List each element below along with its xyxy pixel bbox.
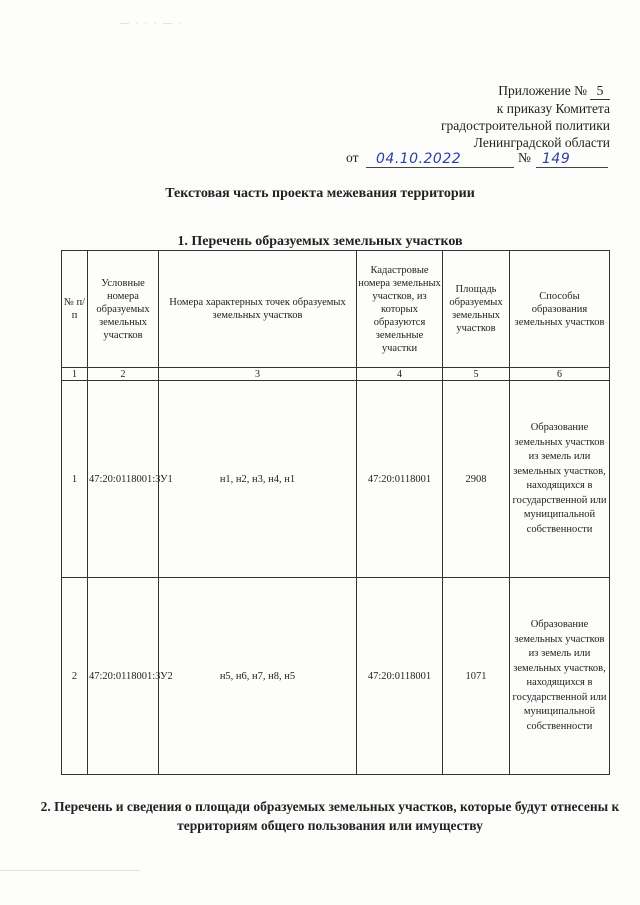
header-cell: № п/п	[62, 251, 88, 368]
header-cell: Площадь образуемых земельных участков	[443, 251, 510, 368]
page-marker: — · · · — ·	[120, 18, 184, 28]
order-line	[346, 148, 608, 168]
plot-method: Образование земельных участков из земель или земельных участков, находящихся в государственной или муниципальной собственности	[510, 381, 610, 578]
table-header-row	[62, 251, 610, 368]
appendix-prefix: Приложение №	[498, 83, 587, 98]
plot-code: 47:20:0118001:ЗУ2	[88, 578, 159, 775]
order-date-underline	[366, 167, 514, 168]
order-from-label: от	[346, 150, 359, 165]
table-row	[62, 578, 610, 775]
order-date: 04.10.2022	[376, 151, 462, 167]
column-number-cell: 3	[159, 368, 357, 381]
header-cell: Способы образования земельных участков	[510, 251, 610, 368]
appendix-line-4: Ленинградской области	[473, 135, 610, 150]
plot-code: 47:20:0118001:ЗУ1	[88, 381, 159, 578]
header-cell: Условные номера образуемых земельных участков	[88, 251, 159, 368]
order-number-label: №	[518, 150, 531, 165]
column-number-row	[62, 368, 610, 381]
divider	[0, 870, 140, 871]
section-1-title: 1. Перечень образуемых земельных участков	[177, 234, 463, 249]
plot-cadastral: 47:20:0118001	[357, 578, 443, 775]
appendix-number: 5	[590, 82, 610, 100]
plot-cadastral: 47:20:0118001	[357, 381, 443, 578]
column-number-cell: 4	[357, 368, 443, 381]
appendix-line-1	[441, 82, 610, 100]
plot-points: н1, н2, н3, н4, н1	[159, 381, 357, 578]
column-number-cell: 6	[510, 368, 610, 381]
order-number-underline	[536, 167, 608, 168]
plot-points: н5, н6, н7, н8, н5	[159, 578, 357, 775]
appendix-line-3: градостроительной политики	[440, 118, 610, 133]
row-number: 1	[62, 381, 88, 578]
header-cell: Номера характерных точек образуемых земельных участков	[159, 251, 357, 368]
plot-area: 1071	[443, 578, 510, 775]
appendix-block	[441, 82, 610, 151]
header-cell: Кадастровые номера земельных участков, из которых образуются земельные участки	[357, 251, 443, 368]
column-number-cell: 5	[443, 368, 510, 381]
plot-method: Образование земельных участков из земель или земельных участков, находящихся в государственной или муниципальной собственности	[510, 578, 610, 775]
column-number-cell: 2	[88, 368, 159, 381]
document-title: Текстовая часть проекта межевания территории	[165, 186, 475, 201]
order-number: 149	[542, 151, 571, 167]
plot-area: 2908	[443, 381, 510, 578]
land-plots-table	[61, 250, 610, 775]
appendix-line-2: к приказу Комитета	[496, 101, 610, 116]
row-number: 2	[62, 578, 88, 775]
section-2-title: 2. Перечень и сведения о площади образуемых земельных участков, которые будут отнесены к территориям общего пользования или имуществу	[40, 799, 620, 833]
column-number-cell: 1	[62, 368, 88, 381]
table-row	[62, 381, 610, 578]
